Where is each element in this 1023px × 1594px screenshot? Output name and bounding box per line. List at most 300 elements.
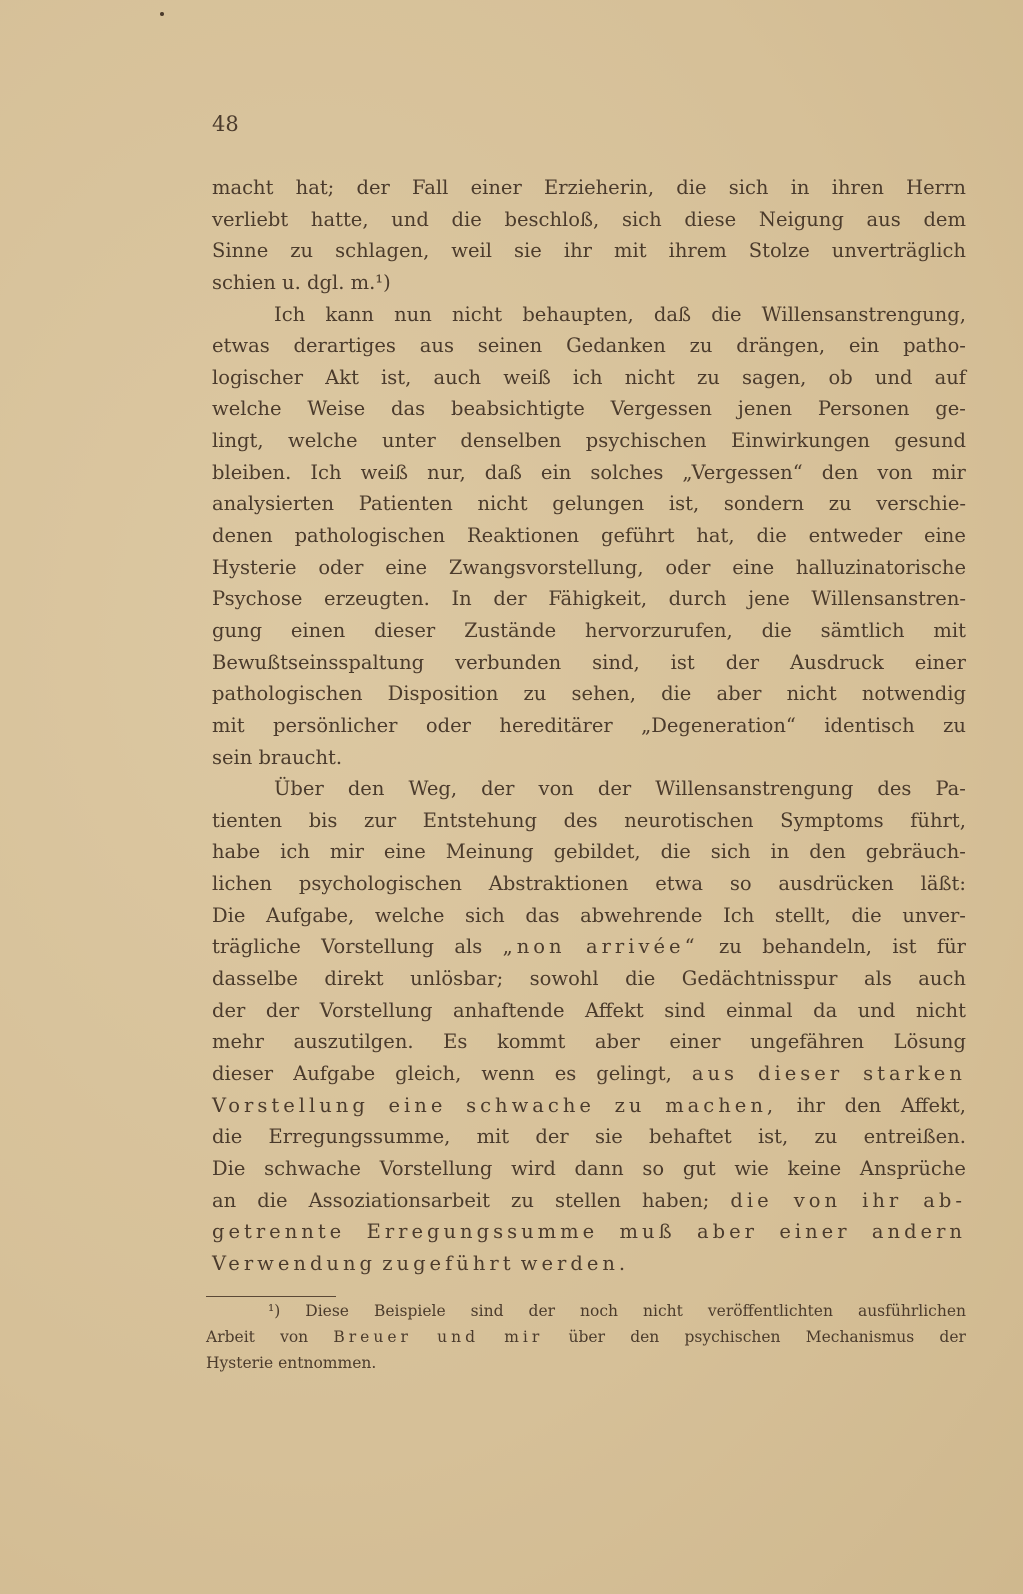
word: wird bbox=[511, 1156, 556, 1180]
word: daß bbox=[484, 460, 522, 484]
word: nicht bbox=[786, 682, 837, 706]
word: starken bbox=[863, 1061, 966, 1085]
text-line bbox=[212, 678, 966, 710]
word: die bbox=[761, 618, 792, 642]
word: machen, bbox=[665, 1093, 778, 1117]
word: entreißen. bbox=[863, 1125, 966, 1149]
word: geführt bbox=[600, 524, 675, 548]
word: tienten bbox=[212, 808, 283, 832]
text-line bbox=[212, 1026, 966, 1058]
word: mir bbox=[504, 1328, 544, 1346]
word: behandeln, bbox=[762, 935, 872, 959]
word: einer bbox=[470, 176, 522, 199]
word: von bbox=[877, 460, 913, 484]
word: schlagen, bbox=[335, 239, 430, 263]
word: zu bbox=[828, 492, 852, 516]
word: die bbox=[661, 682, 692, 706]
word: ich bbox=[280, 840, 310, 864]
word: ihrem bbox=[668, 239, 727, 263]
text-line bbox=[212, 773, 966, 805]
word: keine bbox=[787, 1156, 842, 1180]
word: habe bbox=[212, 840, 261, 864]
word: Willensanstrengung bbox=[655, 777, 854, 801]
word: mehr bbox=[212, 1030, 264, 1054]
word: eine bbox=[385, 555, 428, 579]
word: einer bbox=[914, 650, 966, 674]
word: beschloß, bbox=[504, 207, 600, 231]
word: dasselbe bbox=[212, 967, 298, 991]
word: „non bbox=[502, 935, 566, 959]
word: zu bbox=[696, 365, 720, 389]
word: die bbox=[851, 903, 882, 927]
text-line bbox=[212, 995, 966, 1027]
word: Fähigkeit, bbox=[548, 587, 648, 611]
word: aber bbox=[696, 1220, 758, 1244]
word: getrennte bbox=[212, 1220, 346, 1244]
word: eine bbox=[388, 1093, 447, 1117]
word: ihr bbox=[862, 1188, 903, 1212]
word: sich bbox=[710, 840, 751, 864]
word: gleich, bbox=[395, 1061, 462, 1085]
word: aus bbox=[691, 1061, 739, 1085]
word: Die bbox=[212, 903, 246, 927]
word: ge- bbox=[935, 397, 966, 421]
word: sie bbox=[595, 1125, 623, 1149]
word: Vorstellung bbox=[212, 1093, 369, 1117]
text-line bbox=[212, 520, 966, 552]
word: hatte, bbox=[310, 207, 369, 231]
word: so bbox=[642, 1156, 665, 1180]
word: da bbox=[813, 998, 838, 1022]
text-line bbox=[212, 1058, 966, 1090]
word: gut bbox=[682, 1156, 716, 1180]
word: jene bbox=[748, 587, 790, 611]
word: dann bbox=[574, 1156, 624, 1180]
word: lichen bbox=[212, 872, 273, 896]
word: psychologischen bbox=[298, 872, 462, 896]
word: aus bbox=[419, 334, 454, 358]
text-line bbox=[212, 552, 966, 584]
word: Ich bbox=[723, 903, 755, 927]
word: wie bbox=[734, 1156, 769, 1180]
word: Ausdruck bbox=[790, 650, 884, 674]
word: Psychose bbox=[212, 587, 303, 611]
word: sind, bbox=[592, 650, 640, 674]
word: „Vergessen“ bbox=[682, 460, 803, 484]
word: zu bbox=[614, 1093, 646, 1117]
word: weiß bbox=[360, 460, 409, 484]
text-line bbox=[212, 1121, 966, 1153]
word: ist, bbox=[757, 1125, 789, 1149]
word: Es bbox=[443, 1030, 468, 1054]
word: welche bbox=[212, 397, 282, 421]
footnote-line bbox=[206, 1324, 966, 1350]
word: welche bbox=[374, 903, 445, 927]
word: der bbox=[493, 587, 527, 611]
word: arrivée“ bbox=[585, 935, 699, 959]
word: solches bbox=[590, 460, 664, 484]
word: der bbox=[535, 1125, 569, 1149]
text-line bbox=[212, 425, 966, 457]
word: denen bbox=[212, 524, 273, 548]
text-line bbox=[212, 1153, 966, 1185]
text-line bbox=[212, 583, 966, 615]
word: psychischen bbox=[684, 1328, 781, 1346]
word: persönlicher bbox=[273, 713, 398, 737]
word: der bbox=[597, 777, 632, 801]
word: die bbox=[625, 967, 656, 991]
text-line bbox=[212, 1248, 966, 1280]
word: schwache bbox=[264, 1156, 361, 1180]
text-line bbox=[212, 1185, 966, 1217]
word: unter bbox=[382, 429, 436, 453]
word: den bbox=[809, 840, 846, 864]
word: der bbox=[481, 777, 515, 801]
text-line bbox=[212, 615, 966, 647]
word: aber bbox=[594, 1030, 640, 1054]
word: gebräuch- bbox=[865, 840, 966, 864]
word: verschie- bbox=[876, 492, 966, 516]
word: patho- bbox=[903, 334, 966, 358]
word: der bbox=[212, 998, 246, 1022]
word: Aufgabe bbox=[293, 1061, 376, 1085]
word: Zustände bbox=[464, 618, 557, 642]
word: Diese bbox=[305, 1302, 349, 1320]
word: führt, bbox=[910, 808, 966, 832]
word: ab- bbox=[923, 1188, 966, 1212]
word: ausführlichen bbox=[857, 1302, 966, 1320]
text-line bbox=[212, 393, 966, 425]
word: einer bbox=[779, 1220, 851, 1244]
word: Über bbox=[274, 777, 324, 801]
word: aus bbox=[866, 207, 901, 231]
word: ist bbox=[892, 935, 917, 959]
word: behaftet bbox=[649, 1125, 732, 1149]
word: behaupten, bbox=[522, 302, 634, 326]
word: stellt, bbox=[774, 903, 831, 927]
word: die bbox=[756, 524, 787, 548]
word: einen bbox=[290, 618, 346, 642]
word: ist, bbox=[668, 492, 700, 516]
word: beabsichtigte bbox=[450, 397, 585, 421]
word: kann bbox=[325, 302, 374, 326]
page-number: 48 bbox=[212, 112, 239, 136]
word: nur, bbox=[427, 460, 466, 484]
word: in bbox=[790, 176, 810, 199]
text-line bbox=[212, 647, 966, 679]
word: entnommen. bbox=[278, 1354, 377, 1372]
word: andern bbox=[871, 1220, 966, 1244]
body-text bbox=[212, 172, 966, 1279]
word: des bbox=[563, 808, 598, 832]
text-line bbox=[212, 488, 966, 520]
word: Die bbox=[212, 1156, 246, 1180]
word: dem bbox=[923, 207, 966, 231]
word: Erregungssumme bbox=[366, 1220, 599, 1244]
word: der bbox=[265, 998, 300, 1022]
word: nun bbox=[394, 302, 432, 326]
text-line bbox=[212, 868, 966, 900]
word: etwa bbox=[655, 872, 703, 896]
word: die bbox=[257, 1188, 288, 1212]
word: Entstehung bbox=[422, 808, 537, 832]
word: den bbox=[630, 1328, 660, 1346]
word: haben; bbox=[641, 1188, 710, 1212]
word: die bbox=[730, 1188, 773, 1212]
word: ein bbox=[540, 460, 572, 484]
word: bleiben. bbox=[212, 460, 292, 484]
word: ist, bbox=[381, 365, 412, 389]
word: Neigung bbox=[758, 207, 844, 231]
word: zu bbox=[523, 682, 547, 706]
word: notwendig bbox=[861, 682, 966, 706]
word: jenen bbox=[737, 397, 793, 421]
word: Bewußtseinsspaltung bbox=[212, 650, 425, 674]
word: pathologischen bbox=[212, 682, 363, 706]
word: Aufgabe, bbox=[266, 903, 355, 927]
word: gung bbox=[212, 618, 263, 642]
word: ihren bbox=[831, 176, 884, 199]
word: des bbox=[877, 777, 912, 801]
word: muß bbox=[619, 1220, 676, 1244]
word: Einwirkungen bbox=[731, 429, 870, 453]
word: das bbox=[391, 397, 426, 421]
word: der bbox=[528, 1302, 556, 1320]
word: unverträglich bbox=[831, 239, 966, 263]
word: verbunden bbox=[455, 650, 562, 674]
word: aber bbox=[716, 682, 762, 706]
word: hat; bbox=[295, 176, 335, 199]
word: ungefähren bbox=[750, 1030, 865, 1054]
word: gebildet, bbox=[553, 840, 641, 864]
word: als bbox=[863, 967, 892, 991]
word: etwas bbox=[212, 334, 270, 358]
word: Sinne bbox=[212, 239, 269, 263]
word: die bbox=[676, 176, 707, 199]
word: oder bbox=[425, 713, 471, 737]
word: eine bbox=[383, 840, 426, 864]
word: der bbox=[725, 650, 760, 674]
footnote-rule bbox=[206, 1296, 336, 1297]
text-line bbox=[212, 836, 966, 868]
text-line bbox=[212, 1090, 966, 1122]
word: Symptoms bbox=[780, 808, 884, 832]
word: ihr bbox=[796, 1093, 825, 1117]
word: Gedanken bbox=[566, 334, 666, 358]
word: psychischen bbox=[585, 429, 707, 453]
word: sind bbox=[470, 1302, 504, 1320]
word: der bbox=[939, 1328, 966, 1346]
word: Erzieherin, bbox=[544, 176, 655, 199]
word: analysierten bbox=[212, 492, 335, 516]
word: zugeführt bbox=[382, 1251, 515, 1275]
word: seinen bbox=[477, 334, 543, 358]
word: auch bbox=[433, 365, 482, 389]
word: Weg, bbox=[408, 777, 458, 801]
word: so bbox=[729, 872, 752, 896]
word: braucht. bbox=[258, 745, 343, 769]
word: weiß bbox=[503, 365, 551, 389]
word: nicht bbox=[624, 365, 675, 389]
text-line bbox=[212, 172, 966, 204]
word: zur bbox=[364, 808, 397, 832]
word: nicht bbox=[643, 1302, 683, 1320]
word: daß bbox=[653, 302, 692, 326]
word: Abstraktionen bbox=[488, 872, 629, 896]
word: den bbox=[844, 1093, 882, 1117]
word: sind bbox=[664, 998, 706, 1022]
ink-speck bbox=[160, 12, 164, 16]
word: „Degeneration“ bbox=[641, 713, 796, 737]
word: oder bbox=[665, 555, 711, 579]
word: zu bbox=[689, 334, 713, 358]
word: Breuer bbox=[333, 1328, 412, 1346]
word: unver- bbox=[902, 903, 966, 927]
word: Ansprüche bbox=[859, 1156, 966, 1180]
word: die bbox=[711, 302, 742, 326]
word: noch bbox=[580, 1302, 619, 1320]
word: mit bbox=[212, 713, 245, 737]
footnote bbox=[206, 1298, 966, 1376]
text-line bbox=[212, 362, 966, 394]
word: sein bbox=[212, 745, 253, 769]
text-line bbox=[212, 267, 966, 299]
word: über bbox=[568, 1328, 605, 1346]
word: ob bbox=[828, 365, 853, 389]
word: unlösbar; bbox=[410, 967, 504, 991]
word: identisch bbox=[824, 713, 915, 737]
word: In bbox=[451, 587, 472, 611]
word: oder bbox=[318, 555, 364, 579]
word: mir bbox=[931, 460, 966, 484]
word: zu bbox=[814, 1125, 838, 1149]
word: von bbox=[793, 1188, 842, 1212]
word: Lösung bbox=[893, 1030, 966, 1054]
text-line bbox=[212, 299, 966, 331]
word: hervorzurufen, bbox=[585, 618, 733, 642]
word: mit bbox=[476, 1125, 510, 1149]
word: gelingt, bbox=[596, 1061, 672, 1085]
word: mit bbox=[613, 239, 647, 263]
word: Vorstellung bbox=[321, 935, 434, 959]
word: sämtlich bbox=[820, 618, 905, 642]
word: Vergessen bbox=[610, 397, 712, 421]
word: anhaftende bbox=[452, 998, 565, 1022]
word: veröffentlichten bbox=[707, 1302, 833, 1320]
word: Erregungssumme, bbox=[268, 1125, 451, 1149]
text-line bbox=[212, 805, 966, 837]
word: denselben bbox=[460, 429, 562, 453]
word: m.¹) bbox=[350, 270, 391, 294]
word: Reaktionen bbox=[466, 524, 580, 548]
word: die bbox=[660, 840, 691, 864]
word: logischer bbox=[212, 365, 304, 389]
word: zu bbox=[290, 239, 314, 263]
word: Fall bbox=[412, 176, 449, 199]
word: sagen, bbox=[741, 365, 807, 389]
word: läßt: bbox=[920, 872, 966, 896]
word: weil bbox=[451, 239, 493, 263]
text-line bbox=[212, 330, 966, 362]
word: wenn bbox=[481, 1061, 535, 1085]
word: hereditärer bbox=[499, 713, 613, 737]
word: Patienten bbox=[358, 492, 453, 516]
word: u. bbox=[282, 270, 301, 294]
word: erzeugten. bbox=[324, 587, 430, 611]
word: Affekt, bbox=[900, 1093, 966, 1117]
word: pathologischen bbox=[294, 524, 446, 548]
word: derartiges bbox=[293, 334, 396, 358]
word: verliebt bbox=[212, 207, 289, 231]
word: sich bbox=[465, 903, 505, 927]
text-line bbox=[212, 931, 966, 963]
word: dieser bbox=[374, 618, 436, 642]
text-line bbox=[212, 457, 966, 489]
word: zu bbox=[511, 1188, 534, 1212]
word: Ich bbox=[310, 460, 342, 484]
text-line bbox=[212, 1216, 966, 1248]
word: eine bbox=[732, 555, 775, 579]
word: Meinung bbox=[445, 840, 534, 864]
word: schwache bbox=[466, 1093, 595, 1117]
word: und bbox=[857, 998, 896, 1022]
word: gesund bbox=[894, 429, 966, 453]
word: dieser bbox=[212, 1061, 274, 1085]
word: auch bbox=[918, 967, 966, 991]
word: Personen bbox=[817, 397, 910, 421]
text-line bbox=[212, 235, 966, 267]
footnote-line bbox=[206, 1298, 966, 1324]
word: einer bbox=[669, 1030, 721, 1054]
text-line bbox=[212, 710, 966, 742]
word: sie bbox=[514, 239, 542, 263]
word: Ich bbox=[274, 302, 306, 326]
word: Hysterie bbox=[206, 1354, 274, 1372]
text-line bbox=[212, 900, 966, 932]
word: in bbox=[770, 840, 790, 864]
word: ein bbox=[848, 334, 880, 358]
word: es bbox=[554, 1061, 577, 1085]
word: macht bbox=[212, 176, 274, 199]
word: trägliche bbox=[212, 935, 301, 959]
word: von bbox=[280, 1328, 309, 1346]
word: bis bbox=[308, 808, 338, 832]
footnote-line bbox=[206, 1350, 966, 1376]
word: ich bbox=[572, 365, 603, 389]
text-line bbox=[212, 742, 966, 774]
word: an bbox=[212, 1188, 237, 1212]
word: Herrn bbox=[906, 176, 966, 199]
word: direkt bbox=[324, 967, 384, 991]
word: Vorstellung bbox=[319, 998, 433, 1022]
word: sich bbox=[728, 176, 769, 199]
word: sehen, bbox=[571, 682, 636, 706]
word: und bbox=[391, 207, 429, 231]
word: dieser bbox=[758, 1061, 844, 1085]
word: ¹) bbox=[268, 1302, 281, 1320]
word: Hysterie bbox=[212, 555, 297, 579]
word: sowohl bbox=[529, 967, 599, 991]
text-line bbox=[212, 204, 966, 236]
word: das bbox=[525, 903, 560, 927]
word: entweder bbox=[808, 524, 903, 548]
word: lingt, bbox=[212, 429, 264, 453]
word: Vorstellung bbox=[379, 1156, 493, 1180]
word: mit bbox=[933, 618, 966, 642]
word: werden. bbox=[520, 1251, 630, 1275]
word: dgl. bbox=[307, 270, 345, 294]
word: Assoziationsarbeit bbox=[308, 1188, 490, 1212]
